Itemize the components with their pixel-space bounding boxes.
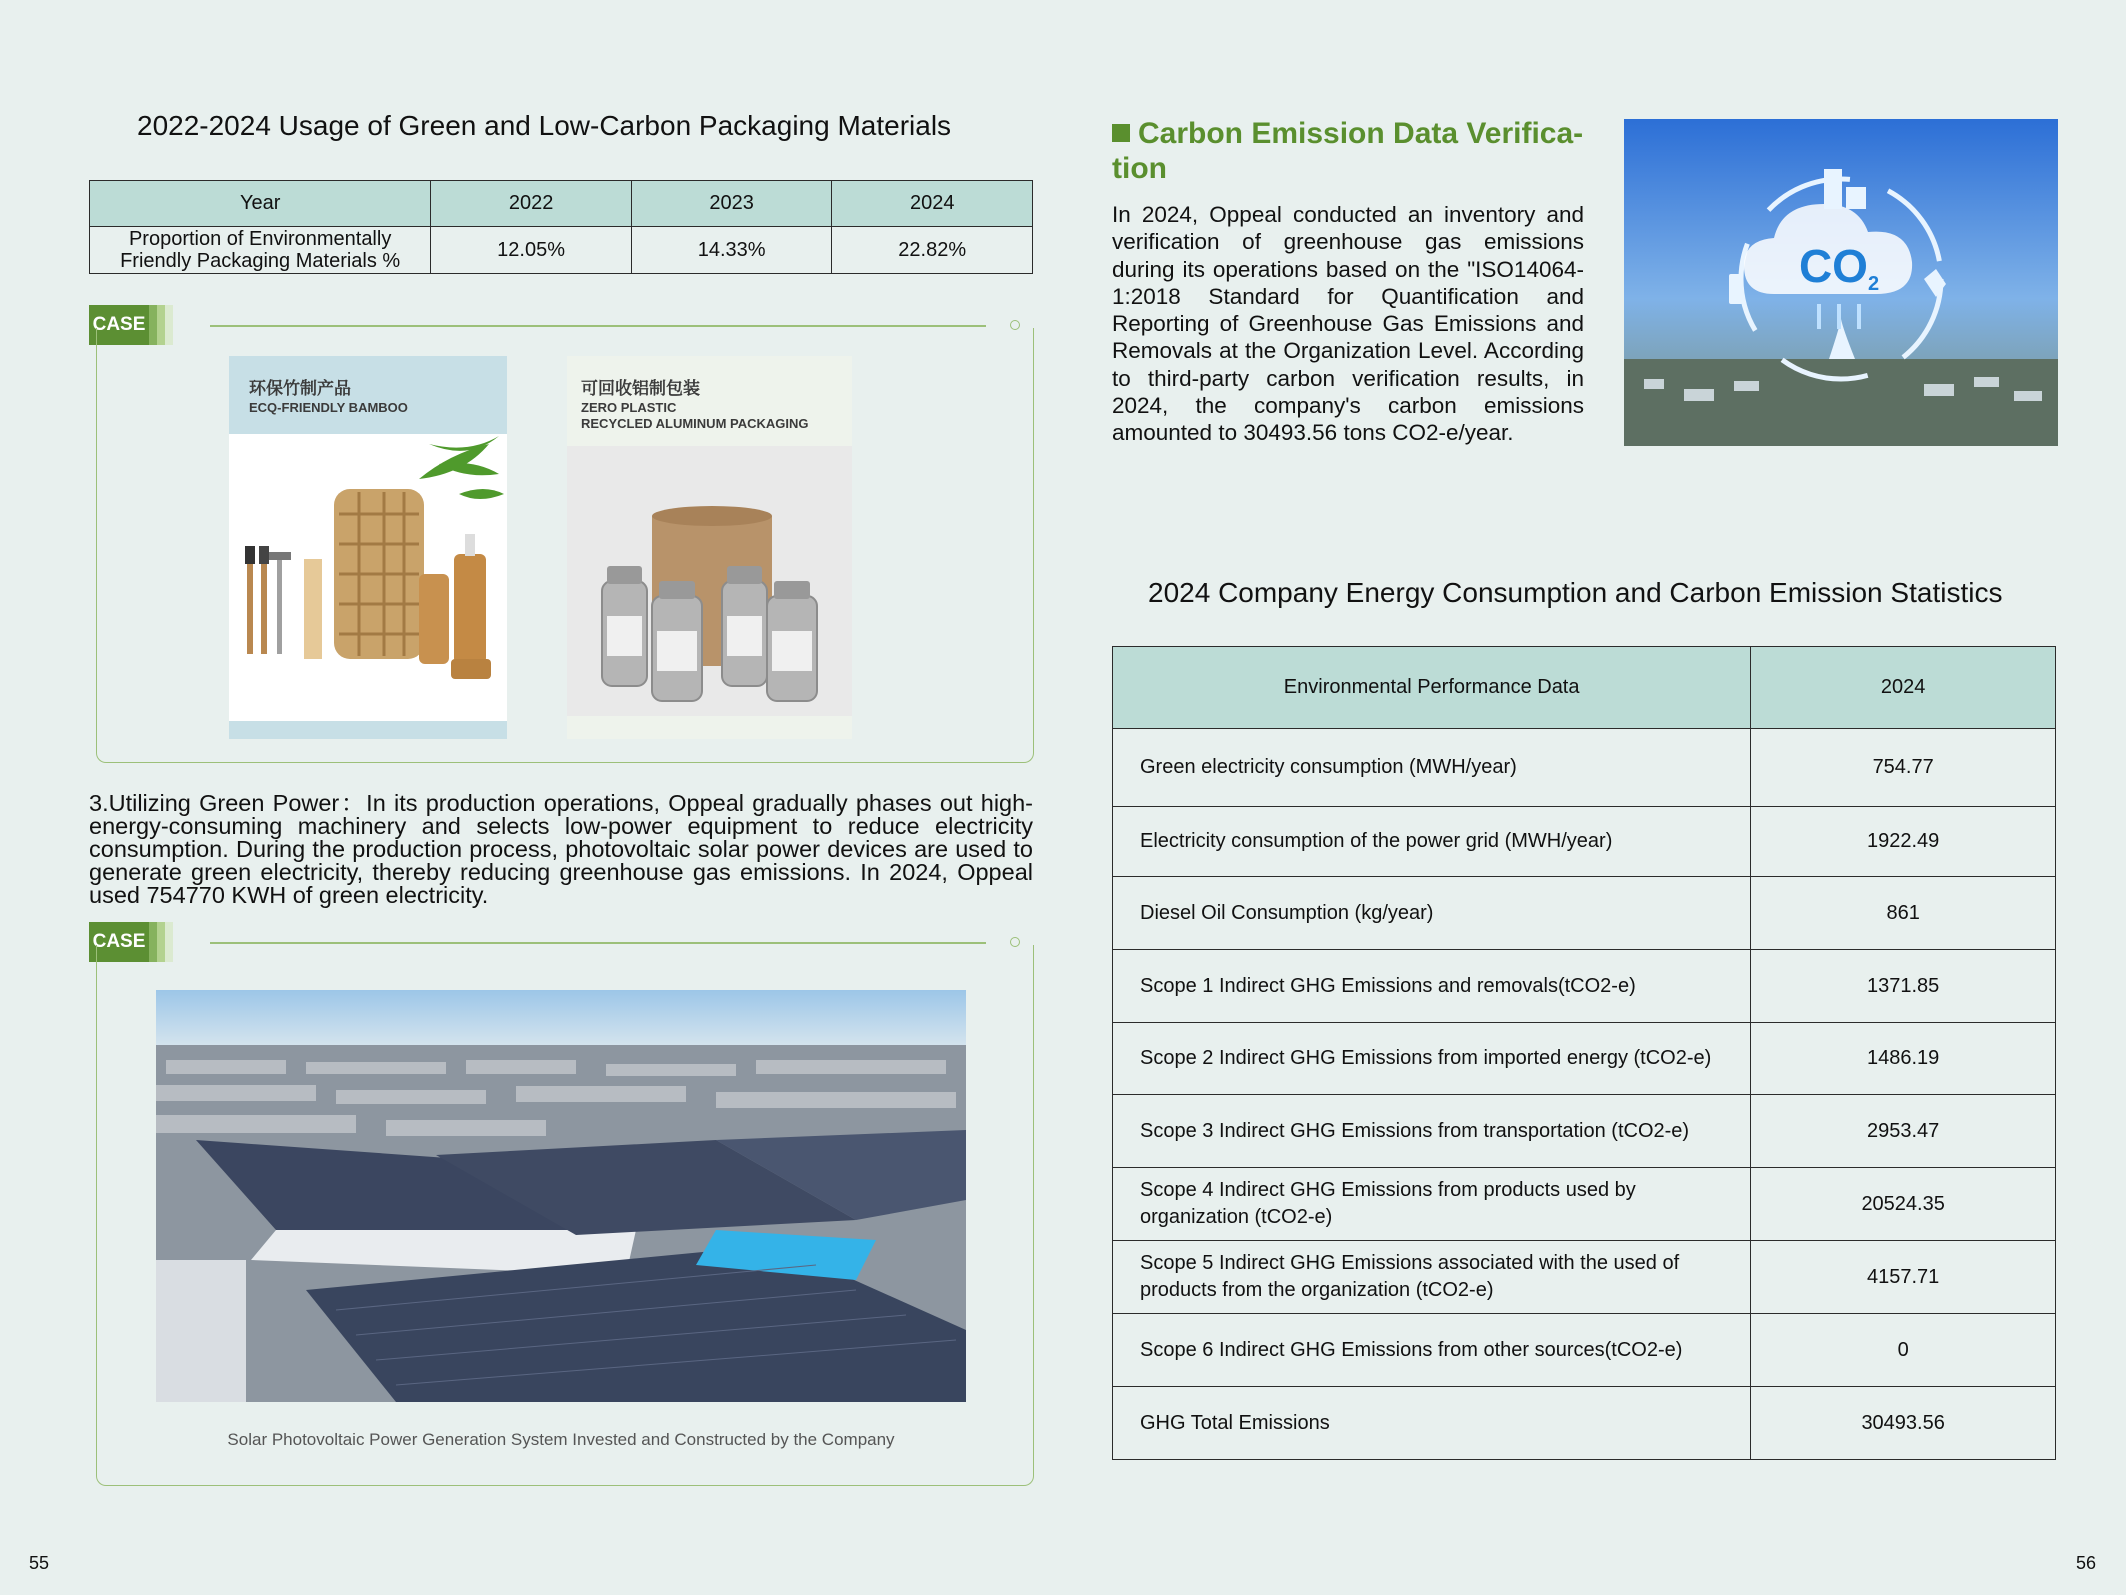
energy-table (1112, 646, 2056, 1460)
packaging-header-year: Year (90, 181, 431, 227)
verification-heading-line2: tion (1112, 152, 1167, 185)
energy-row-value: 30493.56 (1751, 1387, 2056, 1460)
packaging-row-label-line1: Proportion of Environmentally (128, 228, 392, 250)
co2-text: CO2 (1798, 240, 1880, 295)
aluminum-title-en1: ZERO PLASTIC (581, 400, 677, 415)
table-row (1113, 1095, 2056, 1168)
aluminum-packaging-image (567, 356, 852, 739)
case2-top-line (210, 942, 986, 944)
verification-heading-line1: Carbon Emission Data Verifica- (1138, 117, 1584, 150)
solar-factory-photo (156, 990, 966, 1402)
energy-row-label: Green electricity consumption (MWH/year) (1113, 729, 1751, 807)
table-row (1113, 1168, 2056, 1241)
case-tag-1-label: CASE (89, 305, 149, 345)
table-row (1113, 877, 2056, 950)
page-number-right: 56 (2076, 1553, 2097, 1573)
aluminum-title-en2: RECYCLED ALUMINUM PACKAGING (581, 416, 809, 431)
energy-row-value: 1371.85 (1751, 950, 2056, 1023)
energy-row-value: 2953.47 (1751, 1095, 2056, 1168)
table-row (1113, 1241, 2056, 1314)
verification-heading (1112, 116, 1592, 186)
square-bullet-icon (1112, 124, 1130, 142)
case-tag-2-label: CASE (89, 922, 149, 962)
bamboo-title-cn: 环保竹制产品 (249, 379, 351, 399)
energy-row-value: 20524.35 (1751, 1168, 2056, 1241)
case1-top-line (210, 325, 986, 327)
packaging-value-2022: 12.05% (431, 227, 632, 274)
table-row (1113, 1387, 2056, 1460)
energy-row-label: Scope 5 Indirect GHG Emissions associated with the used of products from the organization (tCO2-e) (1113, 1241, 1751, 1314)
energy-row-value: 4157.71 (1751, 1241, 2056, 1314)
energy-row-label: Diesel Oil Consumption (kg/year) (1113, 877, 1751, 950)
packaging-table-title: 2022-2024 Usage of Green and Low-Carbon Packaging Materials (137, 110, 952, 141)
energy-header-2024: 2024 (1751, 647, 2056, 729)
bamboo-product-image (229, 356, 507, 739)
table-row (1113, 1314, 2056, 1387)
co2-cycle-graphic (1624, 119, 2058, 446)
energy-row-label: Scope 3 Indirect GHG Emissions from transportation (tCO2-e) (1113, 1095, 1751, 1168)
energy-row-label: Electricity consumption of the power grid (MWH/year) (1113, 807, 1751, 877)
aluminum-title-cn: 可回收铝制包装 (581, 379, 700, 399)
packaging-value-2023: 14.33% (631, 227, 832, 274)
energy-row-value: 1486.19 (1751, 1023, 2056, 1095)
energy-row-value: 0 (1751, 1314, 2056, 1387)
packaging-row-label (90, 227, 431, 274)
energy-table-title: 2024 Company Energy Consumption and Carbon Emission Statistics (1148, 577, 2003, 608)
page-number-left: 55 (29, 1553, 50, 1573)
packaging-header-2022: 2022 (431, 181, 632, 227)
solar-photo-caption: Solar Photovoltaic Power Generation System Invested and Constructed by the Company (227, 1430, 895, 1449)
packaging-table (89, 180, 1033, 274)
green-power-paragraph: 3.Utilizing Green Power：In its production operations, Oppeal gradually phases out high-energy-consuming machinery and selects low-power equipment to reduce electricity consumption. During the production process, photovoltaic solar power devices are used to generate green electricity, thereby reducing greenhouse gas emissions. In 2024, Oppeal used 754770 KWH of green electricity. (89, 790, 1033, 908)
bamboo-title-en: ECQ-FRIENDLY BAMBOO (249, 400, 408, 415)
energy-row-value: 1922.49 (1751, 807, 2056, 877)
table-row (1113, 950, 2056, 1023)
energy-row-value: 754.77 (1751, 729, 2056, 807)
table-row (1113, 729, 2056, 807)
verification-body: In 2024, Oppeal conducted an inventory and verification of greenhouse gas emissions during its operations based on the "ISO14064-1:2018 Standard for Quantification and Reporting of Greenhouse Gas Emissions and Removals at the Organization Level. According to third-party carbon verification results, in 2024, the company's carbon emissions amounted to 30493.56 tons CO2-e/year. (1112, 202, 1584, 446)
energy-row-label: Scope 4 Indirect GHG Emissions from products used by organization (tCO2-e) (1113, 1168, 1751, 1241)
energy-row-label: GHG Total Emissions (1113, 1387, 1751, 1460)
energy-row-value: 861 (1751, 877, 2056, 950)
packaging-header-2023: 2023 (631, 181, 832, 227)
energy-row-label: Scope 1 Indirect GHG Emissions and removals(tCO2-e) (1113, 950, 1751, 1023)
packaging-value-2024: 22.82% (832, 227, 1033, 274)
table-row (1113, 807, 2056, 877)
packaging-header-2024: 2024 (832, 181, 1033, 227)
table-row (1113, 1023, 2056, 1095)
energy-row-label: Scope 6 Indirect GHG Emissions from other sources(tCO2-e) (1113, 1314, 1751, 1387)
packaging-row-label-line2: Friendly Packaging Materials % (120, 250, 401, 272)
energy-header-metric: Environmental Performance Data (1113, 647, 1751, 729)
energy-row-label: Scope 2 Indirect GHG Emissions from imported energy (tCO2-e) (1113, 1023, 1751, 1095)
